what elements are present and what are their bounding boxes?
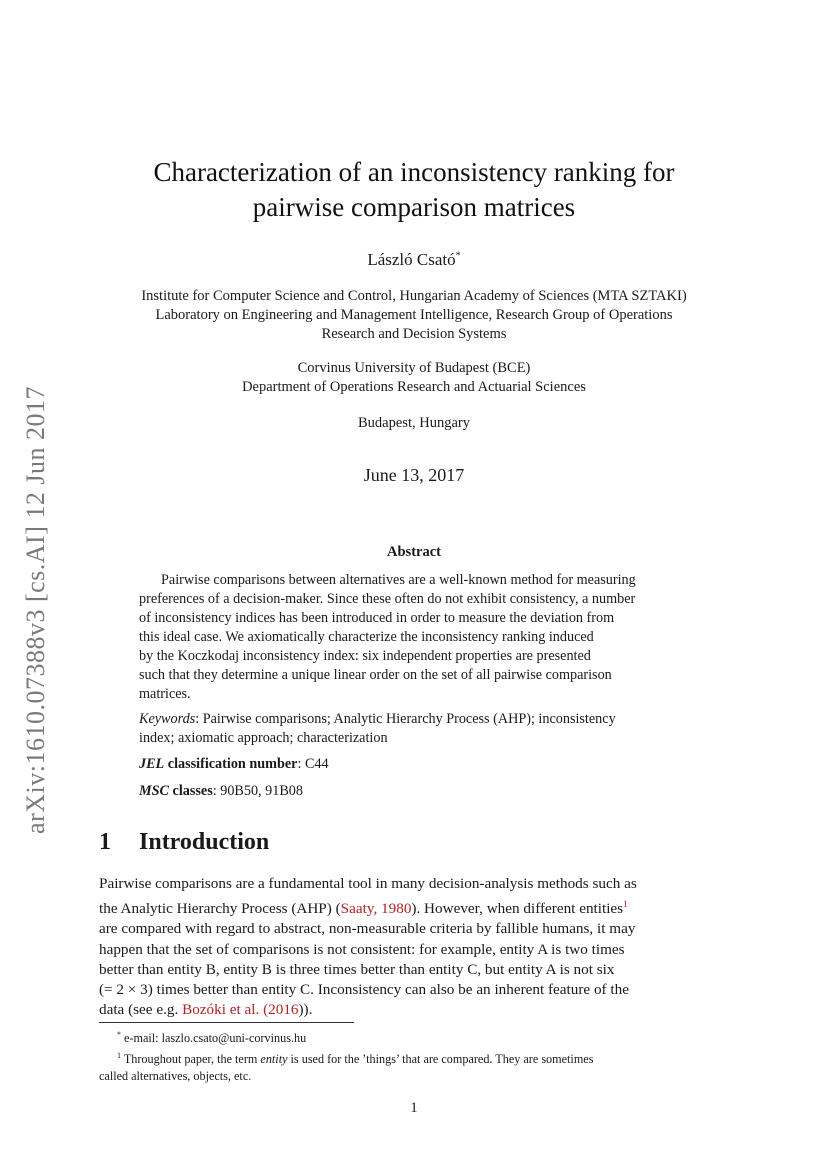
footnote-text: is used for the ’things’ that are compared. They are sometimes	[287, 1052, 594, 1067]
affiliation-block-1	[90, 287, 738, 344]
section-title: Introduction	[139, 829, 270, 855]
abstract-line: preferences of a decision-maker. Since these often do not exhibit consistency, a number	[139, 591, 636, 607]
body-line: are compared with regard to abstract, non-measurable criteria by fallible humans, it may	[99, 920, 636, 938]
abstract-line: matrices.	[139, 686, 191, 702]
citation-link-saaty[interactable]: Saaty, 1980	[340, 900, 412, 918]
keywords-label: Keywords	[139, 711, 196, 727]
body-line: better than entity B, entity B is three times better than entity C, but entity A is not six	[99, 960, 615, 978]
affiliation-line: Corvinus University of Budapest (BCE)	[297, 360, 531, 376]
keywords-value-cont: index; axiomatic approach; characterization	[139, 730, 388, 746]
paper-date: June 13, 2017	[363, 465, 465, 485]
footnote-mark: 1	[117, 1051, 121, 1061]
msc-value: 90B50, 91B08	[220, 783, 303, 799]
footnote-text: e-mail: laszlo.csato@uni-corvinus.hu	[124, 1031, 307, 1046]
affiliation-line: Research and Decision Systems	[321, 326, 507, 342]
footnote-text: Throughout paper, the term	[123, 1052, 261, 1067]
abstract-heading: Abstract	[387, 544, 441, 560]
body-line	[99, 894, 739, 919]
author-name: László Csató	[367, 250, 456, 269]
title-line-2: pairwise comparison matrices	[252, 192, 576, 222]
section-number: 1	[99, 829, 111, 855]
body-text-span: the Analytic Hierarchy Process (AHP) (	[99, 900, 341, 918]
footnote-email	[99, 1026, 739, 1047]
msc-label: classes	[172, 783, 213, 799]
msc-classes: MSC classes: 90B50, 91B08	[139, 783, 303, 799]
jel-label: classification number	[167, 756, 298, 772]
citation-link-bozoki[interactable]: Bozóki et al. (2016	[182, 1001, 299, 1019]
section-heading	[99, 829, 269, 856]
author-footnote-mark: *	[455, 250, 461, 262]
author	[100, 250, 728, 270]
footnotes	[99, 1026, 739, 1085]
footnote-1	[99, 1047, 739, 1068]
abstract-line: such that they determine a unique linear order on the set of all pairwise comparison	[139, 667, 612, 683]
footnote-mark: *	[117, 1030, 121, 1039]
jel-label-italic: JEL	[139, 756, 165, 772]
footnote-1-cont: called alternatives, objects, etc.	[99, 1069, 252, 1084]
abstract-text	[139, 571, 689, 704]
abstract-line: this ideal case. We axiomatically characterize the inconsistency ranking induced	[139, 629, 594, 645]
citation-year: 2016	[268, 1001, 299, 1019]
footnote-emphasis: entity	[260, 1052, 288, 1067]
abstract-line: Pairwise comparisons between alternatives are a well-known method for measuring	[161, 572, 636, 588]
affiliation-line: Budapest, Hungary	[358, 415, 470, 431]
page-number: 1	[410, 1100, 418, 1116]
footnote-rule	[99, 1022, 354, 1023]
body-text-span: )).	[298, 1001, 313, 1019]
keywords: Keywords: Pairwise comparisons; Analytic Hierarchy Process (AHP); inconsistency index; axiomatic approach; characterization	[139, 710, 699, 748]
arxiv-sidebar	[21, 370, 51, 850]
jel-classification: JEL classification number: C44	[139, 756, 329, 772]
arxiv-identifier: arXiv:1610.07388v3 [cs.AI] 12 Jun 2017	[21, 386, 50, 834]
affiliation-block-2	[90, 359, 738, 397]
footnote-link-1[interactable]: 1	[623, 899, 628, 910]
jel-value: C44	[304, 756, 329, 772]
body-line: Pairwise comparisons are a fundamental tool in many decision-analysis methods such as	[99, 875, 637, 892]
body-text-span: ). However, when different entities	[411, 900, 624, 918]
body-line	[99, 1000, 739, 1020]
affiliation-line: Institute for Computer Science and Control, Hungarian Academy of Sciences (MTA SZTAKI)	[141, 288, 687, 304]
body-text	[99, 874, 739, 1020]
body-line: happen that the set of comparisons is not consistent: for example, entity A is two times	[99, 940, 625, 958]
abstract-line: of inconsistency indices has been introduced in order to measure the deviation from	[139, 610, 615, 626]
body-text-span: data (see e.g.	[99, 1001, 183, 1019]
affiliation-line: Department of Operations Research and Actuarial Sciences	[242, 379, 586, 395]
msc-label-italic: MSC	[139, 783, 169, 799]
abstract-line: by the Koczkodaj inconsistency index: six independent properties are presented	[139, 648, 591, 664]
affiliation-block-3	[90, 414, 738, 433]
keywords-value: Pairwise comparisons; Analytic Hierarchy Process (AHP); inconsistency	[202, 711, 616, 727]
affiliation-line: Laboratory on Engineering and Management Intelligence, Research Group of Operations	[155, 307, 673, 323]
citation-name: Bozóki et al.	[182, 1001, 260, 1019]
paper-title	[100, 155, 728, 225]
citation-year: 1980	[381, 900, 412, 918]
citation-name: Saaty	[340, 900, 374, 918]
title-line-1: Characterization of an inconsistency ranking for	[153, 157, 675, 187]
body-line: (= 2 × 3) times better than entity C. Inconsistency can also be an inherent feature of the	[99, 981, 629, 999]
